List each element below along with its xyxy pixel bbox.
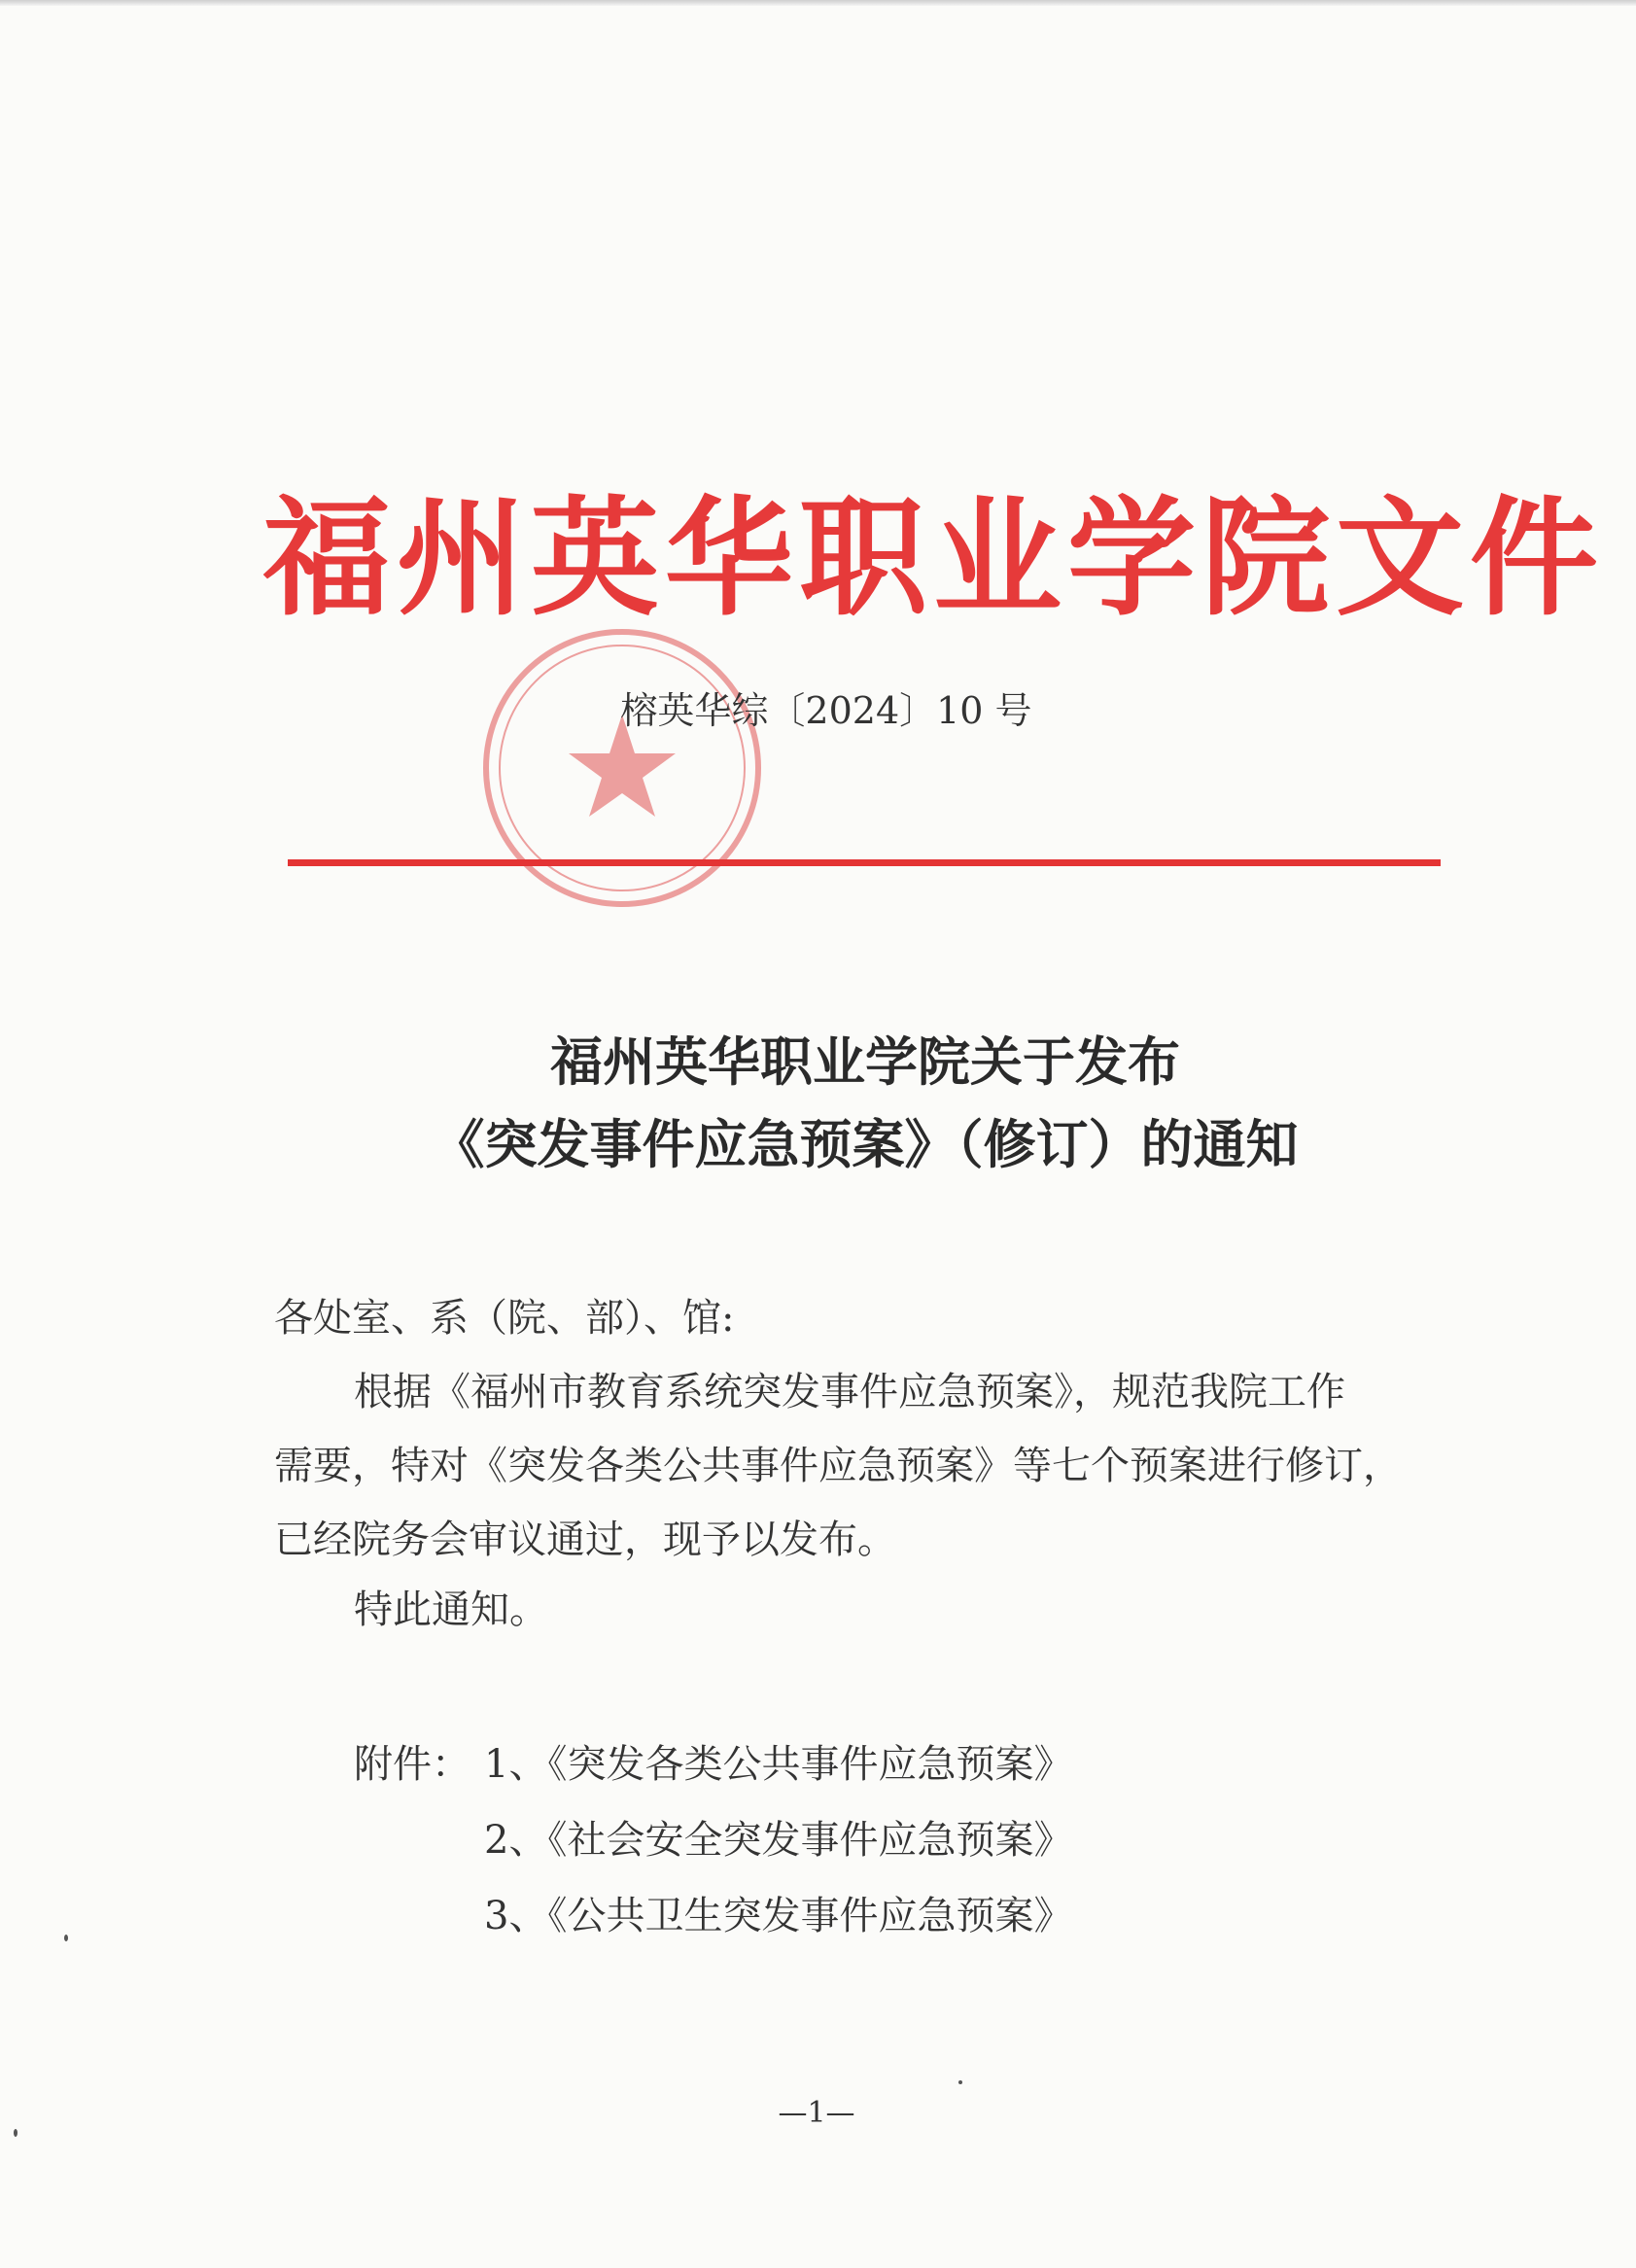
list-item [354, 1878, 1072, 1954]
paragraph-line: 需要，特对《突发各类公共事件应急预案》等七个预案进行修订， [274, 1444, 1402, 1488]
attachment-item: 2、《社会安全突发事件应急预案》 [484, 1818, 1073, 1863]
scan-edge [0, 0, 1636, 6]
letterhead-title: 福州英华职业学院文件 [262, 483, 1604, 634]
attachment-item: 3、《公共卫生突发事件应急预案》 [484, 1894, 1073, 1938]
scan-speck [64, 1935, 68, 1941]
document-number: 榕英华综〔2024〕10 号 [620, 689, 1032, 732]
attachments-label: 附件： [354, 1742, 470, 1787]
red-divider [288, 859, 1441, 866]
closing-line: 特此通知。 [354, 1588, 548, 1632]
attachment-item: 1、《突发各类公共事件应急预案》 [484, 1742, 1073, 1787]
attachments-list [354, 1727, 1072, 1954]
list-item [354, 1727, 1072, 1802]
paragraph-line: 已经院务会审议通过，现予以发布。 [274, 1518, 896, 1562]
scan-speck [958, 2080, 962, 2084]
official-seal [476, 622, 768, 914]
salutation: 各处室、系（院、部）、馆: [274, 1296, 735, 1341]
body-paragraph [274, 1355, 1460, 1577]
list-item [354, 1802, 1072, 1878]
notice-title-line2: 《突发事件应急预案》（修订）的通知 [432, 1113, 1299, 1175]
paragraph-line: 根据《福州市教育系统突发事件应急预案》，规范我院工作 [354, 1370, 1345, 1414]
page-number: —1— [778, 2096, 855, 2130]
scan-speck [14, 2129, 17, 2137]
notice-title-line1: 福州英华职业学院关于发布 [550, 1030, 1180, 1093]
